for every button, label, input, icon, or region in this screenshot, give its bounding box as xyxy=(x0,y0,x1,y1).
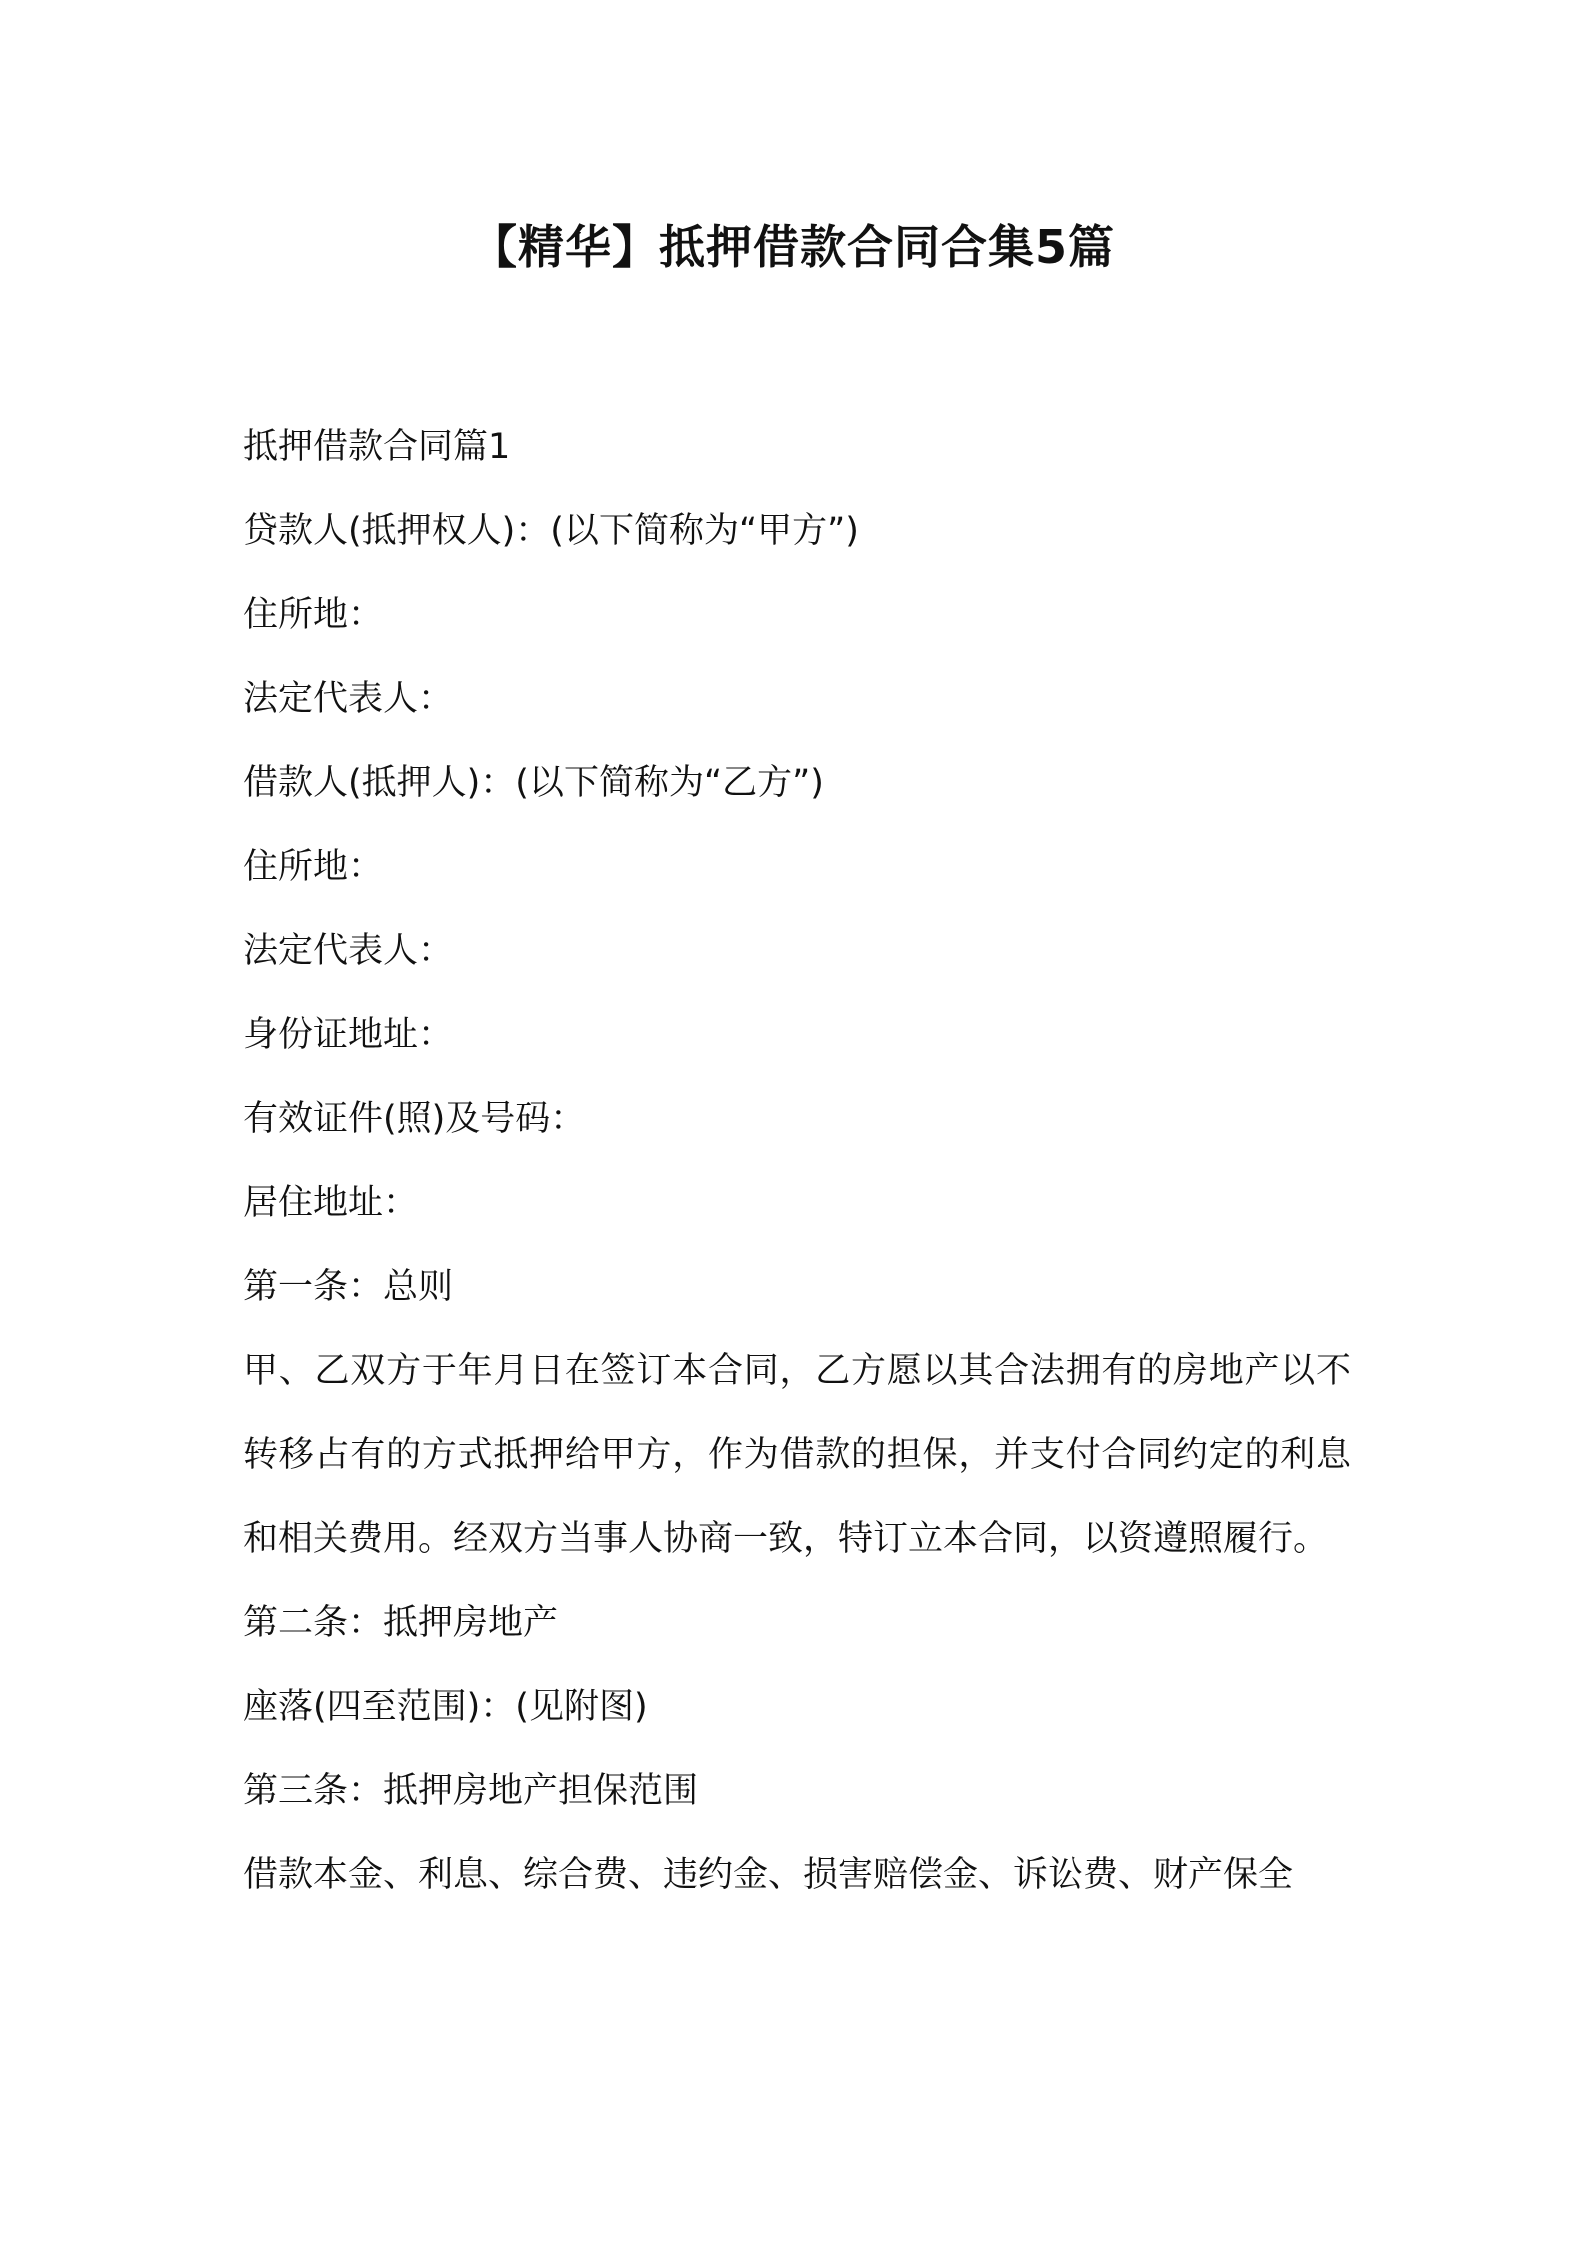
borrower-address-line: 住所地： xyxy=(243,847,384,887)
article-3-heading: 第三条：抵押房地产担保范围 xyxy=(243,1771,699,1811)
borrower-representative-line: 法定代表人： xyxy=(243,931,454,971)
document-body xyxy=(243,405,1351,1917)
residence-line: 居住地址： xyxy=(243,1183,419,1223)
document-title: 【精华】抵押借款合同合集5篇 xyxy=(470,220,1115,274)
article-2-location: 座落(四至范围)：(见附图) xyxy=(243,1687,648,1727)
lender-line: 贷款人(抵押权人)：(以下简称为“甲方”) xyxy=(243,511,859,551)
article-1-paragraph: 甲、乙双方于年月日在签订本合同，乙方愿以其合法拥有的房地产以不转移占有的方式抵押给甲方，作为借款的担保，并支付合同约定的利息和相关费用。经双方当事人协商一致，特订立本合同，以资遵照履行。 xyxy=(243,1351,1351,1559)
lender-address-line: 住所地： xyxy=(243,595,384,635)
borrower-line: 借款人(抵押人)：(以下简称为“乙方”) xyxy=(243,763,824,803)
id-number-line: 有效证件(照)及号码： xyxy=(243,1099,586,1139)
section-title: 抵押借款合同篇1 xyxy=(243,427,511,467)
id-address-line: 身份证地址： xyxy=(243,1015,454,1055)
lender-representative-line: 法定代表人： xyxy=(243,679,454,719)
article-1-heading: 第一条：总则 xyxy=(243,1267,454,1307)
article-2-heading: 第二条：抵押房地产 xyxy=(243,1603,559,1643)
article-3-paragraph: 借款本金、利息、综合费、违约金、损害赔偿金、诉讼费、财产保全 xyxy=(243,1855,1294,1895)
